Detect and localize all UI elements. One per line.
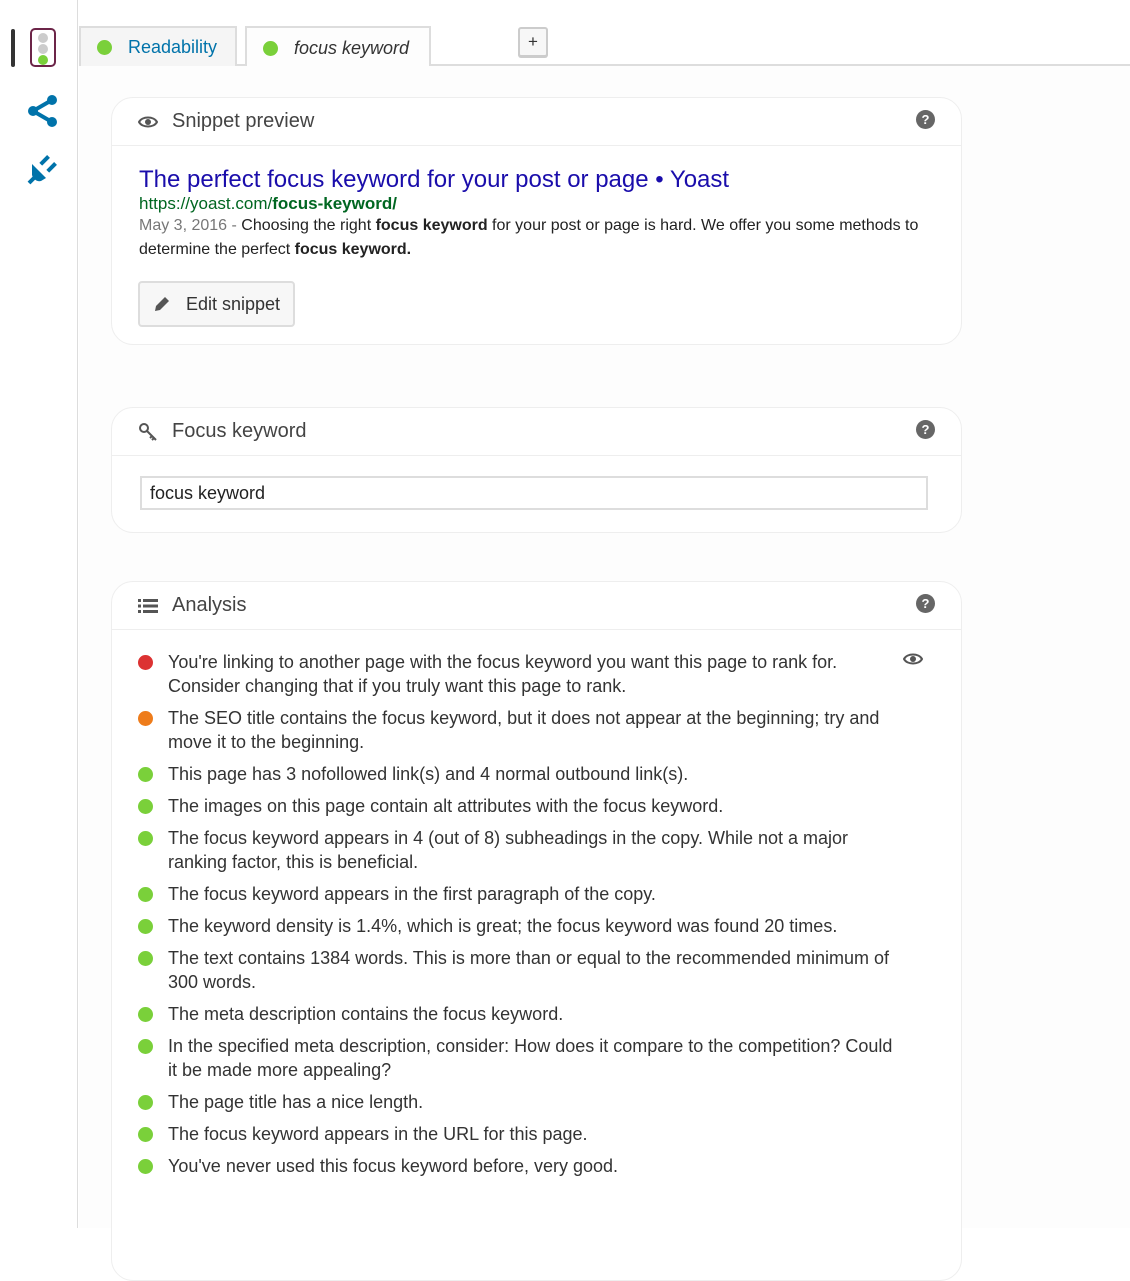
status-dot <box>263 41 278 56</box>
list-icon <box>138 598 158 614</box>
snippet-date: May 3, 2016 - <box>139 217 237 234</box>
edit-snippet-button[interactable] <box>138 281 295 327</box>
url-slug: focus-keyword/ <box>272 194 397 213</box>
desc-bold: focus keyword. <box>294 241 412 258</box>
analysis-text: The keyword density is 1.4%, which is great; the focus keyword was found 20 times. <box>168 916 838 936</box>
status-bullet-ok <box>138 711 153 726</box>
key-icon <box>138 422 158 442</box>
status-bullet-good <box>138 1095 153 1110</box>
analysis-item <box>138 1090 898 1114</box>
analysis-text: The focus keyword appears in the first paragraph of the copy. <box>168 884 656 904</box>
tab-readability[interactable] <box>79 26 237 66</box>
analysis-item <box>138 1122 898 1146</box>
help-icon[interactable]: ? <box>916 594 935 613</box>
analysis-item <box>138 914 898 938</box>
desc-text: Choosing the right <box>236 217 376 234</box>
analysis-text: You're linking to another page with the focus keyword you want this page to rank for. Consider changing that if you truly want this page to rank. <box>168 652 838 696</box>
focus-keyword-input[interactable]: focus keyword <box>140 476 928 510</box>
analysis-card <box>111 581 962 1281</box>
status-bullet-good <box>138 831 153 846</box>
status-bullet-good <box>138 1007 153 1022</box>
analysis-item <box>138 650 898 698</box>
tab-label: focus keyword <box>294 37 410 58</box>
tab-focus-keyword[interactable] <box>245 26 431 68</box>
card-title: Focus keyword <box>172 420 307 442</box>
analysis-text: The text contains 1384 words. This is more than or equal to the recommended minimum of 300 words. <box>168 948 890 992</box>
status-bullet-good <box>138 1127 153 1142</box>
status-dot <box>97 40 112 55</box>
share-icon[interactable] <box>26 94 60 128</box>
tab-label: Readability <box>128 36 218 57</box>
analysis-text: The focus keyword appears in 4 (out of 8) subheadings in the copy. While not a major ranking factor, this is beneficial. <box>168 828 849 872</box>
help-icon[interactable]: ? <box>916 110 935 129</box>
button-label: Edit snippet <box>186 293 281 314</box>
analysis-text: The images on this page contain alt attributes with the focus keyword. <box>168 796 724 816</box>
snippet-description <box>139 214 934 262</box>
snippet-preview-card <box>111 97 962 345</box>
status-bullet-bad <box>138 655 153 670</box>
analysis-text: The page title has a nice length. <box>168 1092 424 1112</box>
card-title: Analysis <box>172 594 247 616</box>
snippet-url <box>139 194 961 214</box>
analysis-item <box>138 882 898 906</box>
status-bullet-good <box>138 799 153 814</box>
card-header <box>112 408 961 456</box>
active-indicator <box>11 29 15 67</box>
pencil-icon <box>153 295 171 313</box>
status-bullet-good <box>138 919 153 934</box>
desc-bold: focus keyword <box>375 217 488 234</box>
analysis-item <box>138 826 898 874</box>
sidebar <box>0 0 78 1228</box>
eye-icon[interactable] <box>903 652 923 666</box>
card-header <box>112 582 961 630</box>
status-bullet-good <box>138 1159 153 1174</box>
status-bullet-good <box>138 1039 153 1054</box>
analysis-item <box>138 1034 898 1082</box>
eye-icon <box>138 115 158 129</box>
analysis-item <box>138 762 898 786</box>
card-title: Snippet preview <box>172 110 315 132</box>
status-bullet-good <box>138 887 153 902</box>
analysis-item <box>138 794 898 818</box>
plug-icon[interactable] <box>26 152 60 186</box>
focus-keyword-card <box>111 407 962 533</box>
add-keyword-tab-button[interactable]: + <box>518 27 548 57</box>
analysis-text: This page has 3 nofollowed link(s) and 4 normal outbound link(s). <box>168 764 689 784</box>
desc-text: for your post or page is hard. We offer you some methods to determine the perfect <box>139 217 919 258</box>
traffic-light-icon[interactable] <box>30 28 56 67</box>
main-content <box>79 66 1130 1228</box>
tab-bar <box>79 0 1130 66</box>
analysis-text: The focus keyword appears in the URL for this page. <box>168 1124 588 1144</box>
analysis-list <box>112 630 961 1204</box>
analysis-text: The SEO title contains the focus keyword, but it does not appear at the beginning; try and move it to the beginning. <box>168 708 880 752</box>
url-base: https://yoast.com/ <box>139 194 273 213</box>
analysis-text: In the specified meta description, consider: How does it compare to the competition? Could it be made more appealing? <box>168 1036 893 1080</box>
analysis-item <box>138 1154 898 1178</box>
analysis-text: You've never used this focus keyword before, very good. <box>168 1156 619 1176</box>
analysis-item <box>138 1002 898 1026</box>
analysis-item <box>138 706 898 754</box>
card-header <box>112 98 961 146</box>
snippet-title[interactable]: The perfect focus keyword for your post or page • Yoast <box>139 166 730 193</box>
help-icon[interactable]: ? <box>916 420 935 439</box>
analysis-item <box>138 946 898 994</box>
analysis-text: The meta description contains the focus keyword. <box>168 1004 564 1024</box>
status-bullet-good <box>138 951 153 966</box>
status-bullet-good <box>138 767 153 782</box>
